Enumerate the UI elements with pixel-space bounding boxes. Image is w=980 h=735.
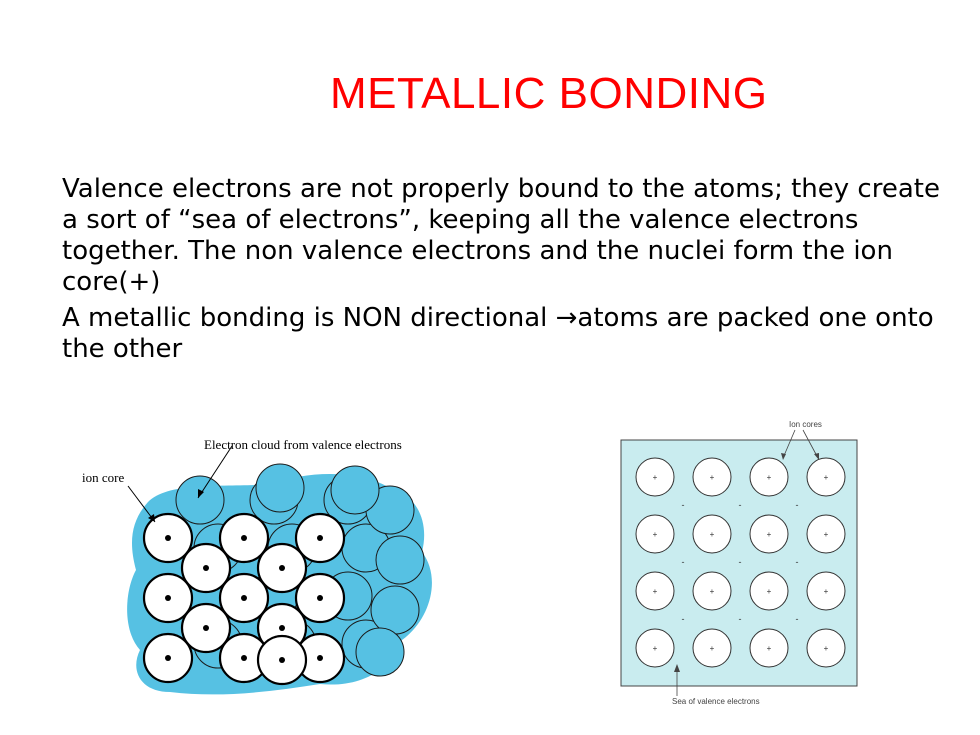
positive-charge: + [823, 530, 829, 539]
positive-charge: + [652, 473, 658, 482]
slide-body [62, 174, 942, 370]
front-atom-layer [144, 514, 344, 684]
nucleus-dot [241, 655, 247, 661]
nucleus-dot [241, 535, 247, 541]
positive-charge: + [709, 530, 715, 539]
paragraph-non-directional: A metallic bonding is NON directional →atoms are packed one onto the other [62, 303, 934, 364]
free-electron: - [795, 614, 799, 624]
positive-charge: + [766, 530, 772, 539]
electron-cloud-diagram [70, 430, 460, 705]
back-atom [376, 536, 424, 584]
positive-charge: + [652, 644, 658, 653]
back-atom [331, 466, 379, 514]
nucleus-dot [279, 565, 285, 571]
free-electron: - [795, 500, 799, 510]
positive-charge: + [709, 587, 715, 596]
ion-core-label: ion core [82, 470, 125, 485]
positive-charge: + [709, 473, 715, 482]
free-electron: - [681, 500, 685, 510]
paragraph-sea-of-electrons: Valence electrons are not properly bound to the atoms; they create a sort of “sea of electrons”, keeping all the valence electrons together. The non valence electrons and the nuclei form the ion core(+) [62, 174, 940, 297]
free-electron: - [738, 500, 742, 510]
positive-charge: + [766, 587, 772, 596]
ion-cores-label: Ion cores [789, 420, 822, 429]
nucleus-dot [165, 595, 171, 601]
positive-charge: + [766, 473, 772, 482]
free-electron: - [681, 557, 685, 567]
positive-charge: + [652, 587, 658, 596]
electron-cloud-label: Electron cloud from valence electrons [204, 437, 402, 452]
figure-sea-of-electrons [600, 414, 870, 714]
free-electron: - [738, 557, 742, 567]
nucleus-dot [317, 595, 323, 601]
free-electron: - [795, 557, 799, 567]
positive-charge: + [652, 530, 658, 539]
back-atom [371, 586, 419, 634]
free-electron: - [681, 614, 685, 624]
positive-charge: + [823, 644, 829, 653]
positive-charge: + [709, 644, 715, 653]
nucleus-dot [165, 655, 171, 661]
nucleus-dot [317, 655, 323, 661]
positive-charge: + [823, 587, 829, 596]
slide-title: METALLIC BONDING [330, 69, 768, 118]
nucleus-dot [241, 595, 247, 601]
nucleus-dot [165, 535, 171, 541]
sea-of-electrons-label: Sea of valence electrons [672, 697, 760, 706]
sea-of-electrons-diagram [600, 414, 870, 714]
back-atom [256, 464, 304, 512]
nucleus-dot [203, 565, 209, 571]
nucleus-dot [317, 535, 323, 541]
back-atom [356, 628, 404, 676]
nucleus-dot [279, 657, 285, 663]
positive-charge: + [766, 644, 772, 653]
figure-electron-cloud [70, 430, 460, 705]
positive-charge: + [823, 473, 829, 482]
nucleus-dot [279, 625, 285, 631]
free-electron: - [738, 614, 742, 624]
back-atom [176, 476, 224, 524]
nucleus-dot [203, 625, 209, 631]
